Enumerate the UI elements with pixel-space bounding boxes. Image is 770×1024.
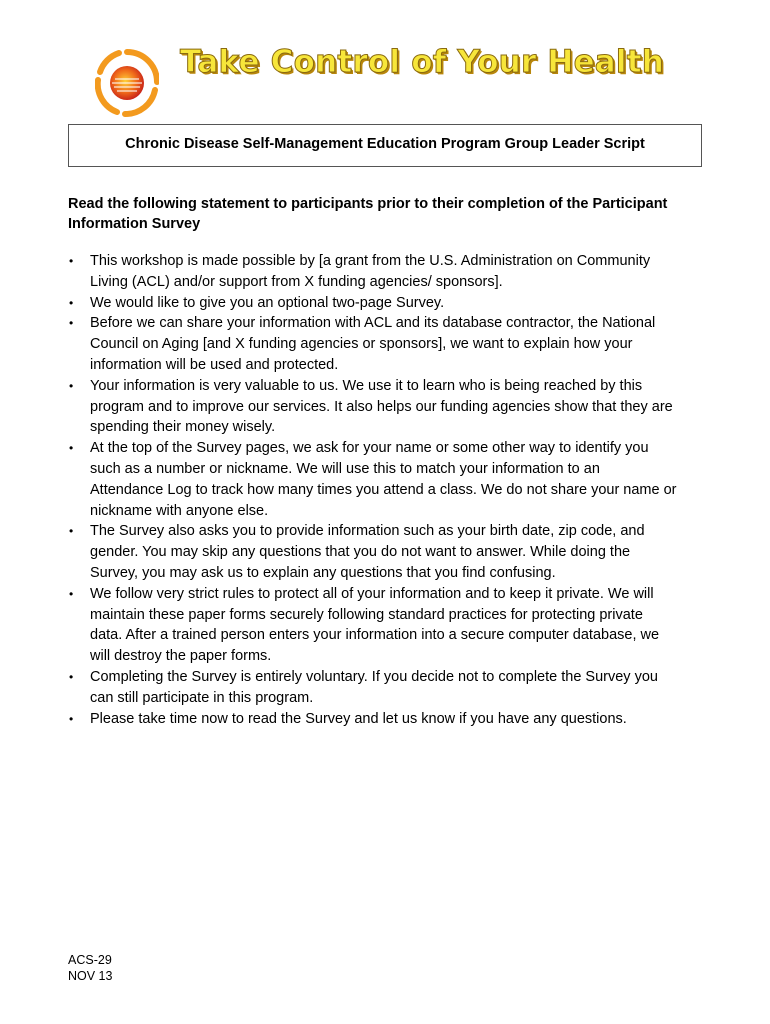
list-item-line: information will be used and protected.	[90, 356, 339, 373]
list-item	[68, 521, 708, 583]
footer	[68, 952, 112, 984]
list-item-line: can still participate in this program.	[90, 689, 314, 706]
bullet-dot-icon: •	[69, 441, 74, 456]
bullet-dot-icon: •	[69, 295, 74, 310]
bullet-dot-icon: •	[69, 586, 74, 601]
list-item-line: Survey, you may ask us to explain any questions that you find confusing.	[90, 564, 556, 581]
list-item-line: maintain these paper forms securely following standard practices for protecting private	[90, 606, 643, 623]
list-item	[68, 313, 708, 375]
statement-list	[68, 251, 708, 729]
form-date: NOV 13	[68, 969, 113, 983]
list-item-line: The Survey also asks you to provide information such as your birth date, zip code, and	[90, 523, 645, 540]
list-item-line: Living (ACL) and/or support from X funding agencies/ sponsors].	[90, 273, 503, 290]
brand-title: Take Control of Your Health	[180, 44, 665, 80]
bullet-dot-icon: •	[69, 316, 74, 331]
bullet-dot-icon: •	[69, 378, 74, 393]
document-title: Chronic Disease Self-Management Education Program Group Leader Script	[125, 136, 645, 152]
list-item-line: We follow very strict rules to protect all of your information and to keep it private. We will	[90, 585, 654, 602]
list-item-line: Attendance Log to track how many times you attend a class. We do not share your name or	[90, 481, 677, 498]
intro-line: Information Survey	[68, 216, 201, 232]
list-item-line: data. After a trained person enters your information into a secure computer database, we	[90, 627, 660, 644]
list-item-line: At the top of the Survey pages, we ask for your name or some other way to identify you	[90, 440, 649, 457]
list-item-line: spending their money wisely.	[90, 419, 276, 436]
list-item-line: will destroy the paper forms.	[90, 648, 272, 665]
list-item-line: program and to improve our services. It also helps our funding agencies show that they are	[90, 398, 673, 415]
list-item-line: nickname with anyone else.	[90, 502, 269, 519]
list-item-line: We would like to give you an optional two-page Survey.	[90, 294, 445, 311]
list-item-line: such as a number or nickname. We will use this to match your information to an	[90, 460, 600, 477]
list-item-line: Before we can share your information with ACL and its database contractor, the National	[90, 315, 656, 332]
list-item	[68, 438, 708, 521]
bullet-dot-icon: •	[69, 711, 74, 726]
title-box	[68, 124, 702, 167]
list-item-line: Completing the Survey is entirely voluntary. If you decide not to complete the Survey you	[90, 668, 658, 685]
bullet-dot-icon: •	[69, 524, 74, 539]
bullet-dot-icon: •	[69, 669, 74, 684]
intro-instruction	[68, 194, 708, 234]
form-code: ACS-29	[68, 953, 112, 967]
list-item	[68, 376, 708, 438]
list-item	[68, 251, 708, 293]
list-item-line: gender. You may skip any questions that you do not want to answer. While doing the	[90, 544, 631, 561]
list-item-line: This workshop is made possible by [a grant from the U.S. Administration on Community	[90, 253, 651, 269]
list-item	[68, 709, 708, 730]
list-item-line: Council on Aging [and X funding agencies or sponsors], we want to explain how your	[90, 336, 633, 353]
list-item-line: Your information is very valuable to us. We use it to learn who is being reached by this	[90, 377, 643, 394]
bullet-dot-icon: •	[69, 254, 74, 268]
list-item	[68, 293, 708, 314]
list-item	[68, 584, 708, 667]
sun-logo-icon	[95, 48, 159, 118]
intro-line: Read the following statement to participants prior to their completion of the Participant	[68, 196, 668, 212]
list-item-line: Please take time now to read the Survey and let us know if you have any questions.	[90, 710, 627, 727]
list-item	[68, 667, 708, 709]
